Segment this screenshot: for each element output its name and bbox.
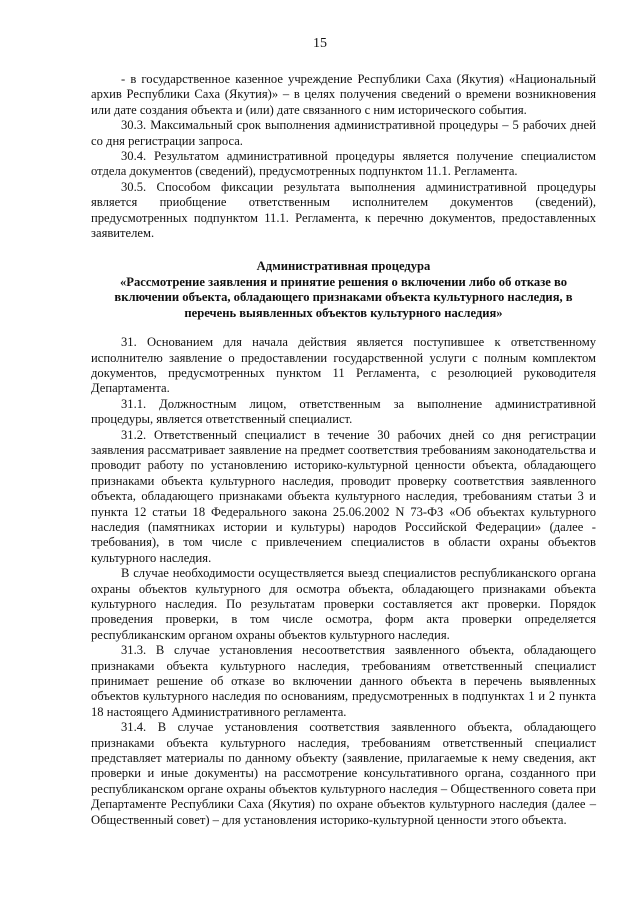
heading-title: Административная процедура [256, 259, 431, 274]
paragraph-30-4: 30.4. Результатом административной процедуры является получение специалистом отдела документов (сведений), предусмотренных подпунктом 11.1. Регламента. [91, 149, 596, 179]
paragraph-31-4: 31.4. В случае установления соответствия заявленного объекта, обладающего признаками объекта культурного наследия, требованиям ответственный специалист представляет материалы по данному объекту (заявление, прилагаемые к нему сведения, акт проверки и иные документы) на рассмотрение консультативного органа, созданного при республиканском органе охраны объектов культурного наследия – Общественного совета при Департаменте Республики Саха (Якутия) по охране объектов культурного наследия (далее – Общественный совет) – для установления историко-культурной ценности этого объекта. [91, 720, 596, 827]
paragraph-31: 31. Основанием для начала действия является поступившее к ответственному исполнителю заявление о предоставлении государственной услуги с полным комплектом документов, предусмотренных пунктом 11 Регламента, с резолюцией руководителя Департамента. [91, 335, 596, 396]
paragraph-31-3: 31.3. В случае установления несоответствия заявленного объекта, обладающего признаками объекта культурного наследия, требованиям ответственный специалист принимает решение об отказе во включении данного объекта в перечень выявленных объектов культурного наследия по основаниям, предусмотренных в подпунктах 1 и 2 пункта 18 настоящего Административного регламента. [91, 643, 596, 719]
section-heading [91, 259, 596, 321]
page-number: 15 [313, 36, 327, 51]
heading-subtitle: «Рассмотрение заявления и принятие решения о включении либо об отказе во включении объекта, обладающего признаками объекта культурного наследия, в перечень выявленных объектов культурного наследия» [114, 274, 573, 320]
paragraph-30-3: 30.3. Максимальный срок выполнения административной процедуры – 5 рабочих дней со дня регистрации запроса. [91, 118, 596, 148]
paragraph-archive: - в государственное казенное учреждение Республики Саха (Якутия) «Национальный архив Республики Саха (Якутия)» – в целях получения сведений о времени возникновения или дате создания объекта и (или) дате связанного с ним исторического события. [91, 72, 596, 117]
paragraph-30-5: 30.5. Способом фиксации результата выполнения административной процедуры является приобщение ответственным исполнителем документов (сведений), предусмотренных подпунктом 11.1. Регламента, к перечню документов, предоставленных заявителем. [91, 179, 596, 241]
paragraph-31-1: 31.1. Должностным лицом, ответственным за выполнение административной процедуры, является ответственный специалист. [91, 396, 596, 427]
paragraph-31-2: 31.2. Ответственный специалист в течение 30 рабочих дней со дня регистрации заявления рассматривает заявление на предмет соответствия требованиям законодательства и проводит работу по установлению историко-культурной ценности объекта, обладающего признаками объекта культурного наследия, проводит проверку соответствия заявленного объекта, обладающего признаками объекта культурного наследия, требованиям статьи 3 и пункта 12 статьи 18 Федерального закона 25.06.2002 N 73-ФЗ «Об объектах культурного наследия (памятниках истории и культуры) народов Российской Федерации» (далее - требования), в том числе с привлечением специалистов в области охраны объектов культурного наследия. [91, 427, 596, 565]
paragraph-inspection: В случае необходимости осуществляется выезд специалистов республиканского органа охраны объектов культурного для осмотра объекта, обладающего признаками объекта культурного наследия. По результатам проверки составляется акт проверки. Порядок проведения проверки, в том числе осмотра, форм акта проверки определяется республиканским органом охраны объектов культурного наследия. [91, 566, 596, 642]
page-body [91, 72, 596, 828]
